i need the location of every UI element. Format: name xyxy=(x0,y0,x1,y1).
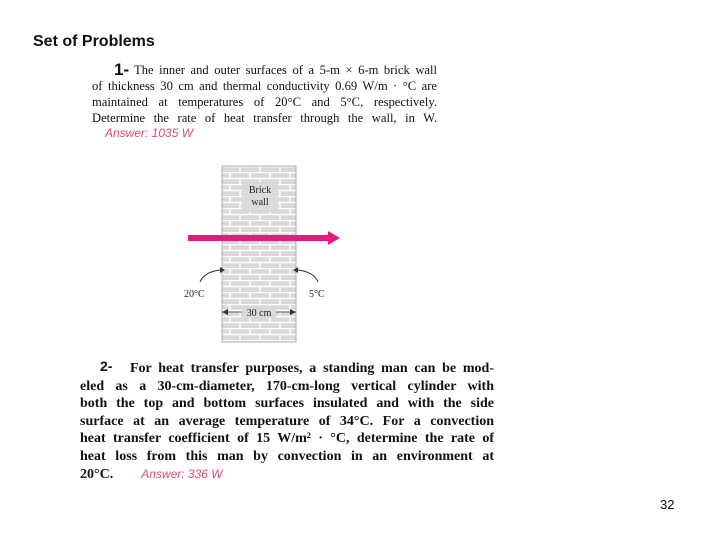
problem-2-line: eled as a 30-cm-diameter, 170-cm-long vertical cylinder with xyxy=(80,378,494,394)
thickness-label: 30 cm xyxy=(246,308,272,319)
problem-1-line: Determine the rate of heat transfer through the wall, in W. xyxy=(92,111,437,125)
right-temperature: 5°C xyxy=(309,289,325,300)
problem-2-line: For heat transfer purposes, a standing man can be mod- xyxy=(130,361,494,376)
wall-label: Brick xyxy=(248,185,272,196)
problem-2-line: 20°C. xyxy=(80,466,114,482)
page-title: Set of Problems xyxy=(33,33,155,50)
wall-label: wall xyxy=(251,197,269,208)
right-temp-pointer xyxy=(298,270,318,282)
problem-2-line: heat loss from this man by convection in an environment at xyxy=(80,448,494,464)
problem-2-line: surface at an average temperature of 34°C. For a convection xyxy=(80,413,494,429)
problem-1-line: maintained at temperatures of 20°C and 5°C, respectively. xyxy=(92,95,437,109)
problem-2-last-line xyxy=(80,466,494,484)
problem-2-number: 2- xyxy=(100,358,113,374)
brick-wall-figure xyxy=(180,160,350,350)
problem-1-number: 1- xyxy=(114,60,130,79)
problem-1-line: The inner and outer surfaces of a 5-m × 6-m brick wall xyxy=(134,63,437,77)
problem-2-line: both the top and bottom surfaces insulated and with the side xyxy=(80,396,494,412)
problem-1-answer: Answer: 1035 W xyxy=(105,126,194,140)
left-temp-pointer xyxy=(200,270,220,282)
left-temperature: 20°C xyxy=(184,289,205,300)
problem-1-text xyxy=(92,62,437,126)
problem-1-line: of thickness 30 cm and thermal conductivity 0.69 W/m · °C are xyxy=(92,79,437,93)
problem-2-line: heat transfer coefficient of 15 W/m² · °C, determine the rate of xyxy=(80,431,494,447)
problem-2-text xyxy=(80,360,494,483)
problem-2-answer: Answer: 336 W xyxy=(141,466,223,481)
page-number: 32 xyxy=(660,497,675,512)
heat-flow-arrowhead xyxy=(328,231,340,245)
